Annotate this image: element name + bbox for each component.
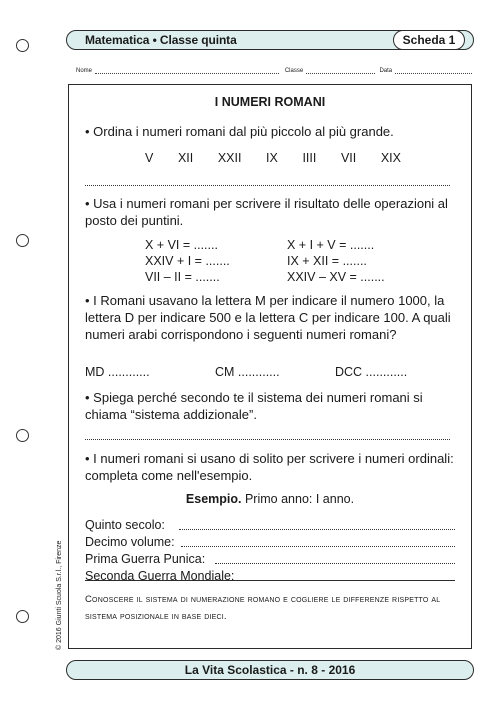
roman-numerals-row [145,151,401,165]
roman-numeral: V [145,151,154,165]
name-field[interactable] [76,67,279,74]
roman-numeral: IX [266,151,278,165]
date-label: Data [379,68,393,74]
exercise-2-text: • Usa i numeri romani per scrivere il risultato delle operazioni al posto dei puntini. [85,196,448,228]
roman-numeral: XXII [217,151,242,165]
exercise-4-text: • Spiega perché secondo te il sistema dei numeri romani si chiama “sistema addizionale”. [85,390,423,422]
example-label: Esempio. [185,492,242,506]
class-field[interactable] [285,67,376,74]
answer-line-2[interactable] [85,439,450,440]
ordinal-row-label: Prima Guerra Punica: [85,552,206,566]
operation[interactable]: X + VI = ....... [145,238,218,252]
roman-item[interactable]: CM ............ [215,365,280,379]
ordinal-row-label: Decimo volume: [85,535,175,549]
binder-hole-4 [16,610,29,623]
answer-line-1[interactable] [85,185,450,186]
binder-hole-1 [16,39,29,52]
roman-numeral: XIX [380,151,401,165]
roman-numeral: IIII [302,151,317,165]
subject-title: Matematica • Classe quinta [85,33,237,47]
operation[interactable]: X + I + V = ....... [287,238,375,252]
name-label: Nome [76,68,93,74]
sheet-label: Scheda 1 [393,30,465,50]
date-field[interactable] [379,67,472,74]
exercise-3-text: • I Romani usavano la lettera M per indicare il numero 1000, la lettera D per indicare 500 e la lettera C per indicare 100. A quali numeri arabi corrispondono i seguenti numeri romani? [85,293,451,342]
ordinal-row-line[interactable] [215,563,455,564]
example-line [69,491,471,507]
exercise-5-text: • I numeri romani si usano di solito per scrivere i numeri ordinali: completa come nell'esempio. [85,451,454,483]
roman-numeral: VII [340,151,357,165]
class-label: Classe [284,68,304,74]
worksheet-card [68,84,472,649]
operation[interactable]: VII – II = ....... [145,270,220,284]
example-text: Primo anno: I anno. [241,492,355,506]
binder-hole-2 [16,234,29,247]
learning-objective: Conoscere il sistema di numerazione romano e cogliere le differenze rispetto al sistema posizionale in base dieci. [85,580,455,625]
roman-item[interactable]: MD ............ [85,365,150,379]
ordinal-row-label: Quinto secolo: [85,518,165,532]
class-line [306,67,375,74]
ordinal-row-line[interactable] [179,529,455,530]
worksheet-title: I NUMERI ROMANI [214,95,326,109]
operation[interactable]: IX + XII = ....... [287,254,367,268]
name-line [95,67,279,74]
date-line [395,67,472,74]
ordinal-row-label: Seconda Guerra Mondiale: [85,569,235,583]
operations-left [145,237,230,285]
operations-right [287,237,385,285]
operation[interactable]: XXIV + I = ....... [145,254,230,268]
header-bar [66,30,474,50]
ordinal-row-line[interactable] [181,546,455,547]
roman-item[interactable]: DCC ............ [335,365,408,379]
footer-bar: La Vita Scolastica - n. 8 - 2016 [66,660,474,680]
copyright-notice: © 2016 Giunti Scuola S.r.l., Firenze [56,540,63,650]
operation[interactable]: XXIV – XV = ....... [287,270,385,284]
roman-numeral: XII [177,151,194,165]
exercise-1-text: • Ordina i numeri romani dal più piccolo al più grande. [85,124,394,139]
binder-hole-3 [16,429,29,442]
student-fields [76,67,472,74]
